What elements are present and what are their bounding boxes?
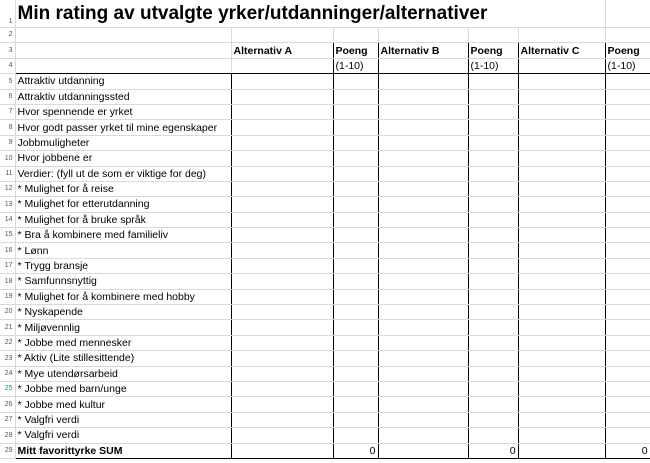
alternative-b-cell[interactable] <box>378 197 468 212</box>
criterion-label[interactable]: * Mulighet for etterutdanning <box>15 197 231 212</box>
poeng-a-cell[interactable] <box>333 258 378 273</box>
poeng-c-cell[interactable] <box>605 397 650 412</box>
alternative-a-cell[interactable] <box>231 366 333 381</box>
cell[interactable] <box>333 28 378 43</box>
alternative-c-cell[interactable] <box>518 289 605 304</box>
alternative-c-header[interactable]: Alternativ C <box>518 43 605 58</box>
poeng-a-cell[interactable] <box>333 412 378 427</box>
poeng-b-cell[interactable] <box>468 258 518 273</box>
row-header[interactable]: 19 <box>0 289 15 304</box>
criterion-label[interactable]: * Mulighet for å kombinere med hobby <box>15 289 231 304</box>
alternative-a-sum-cell[interactable] <box>231 443 333 458</box>
alternative-b-cell[interactable] <box>378 305 468 320</box>
alternative-b-cell[interactable] <box>378 335 468 350</box>
poeng-b-cell[interactable] <box>468 89 518 104</box>
alternative-c-cell[interactable] <box>518 428 605 443</box>
poeng-a-cell[interactable] <box>333 228 378 243</box>
poeng-a-cell[interactable] <box>333 397 378 412</box>
criterion-row <box>0 289 650 304</box>
poeng-c-cell[interactable] <box>605 89 650 104</box>
alternative-b-header[interactable]: Alternativ B <box>378 43 468 58</box>
criterion-label[interactable]: * Samfunnsnyttig <box>15 274 231 289</box>
alternative-a-cell[interactable] <box>231 166 333 181</box>
cell[interactable] <box>518 28 605 43</box>
alternative-c-cell[interactable] <box>518 243 605 258</box>
row-header[interactable]: 22 <box>0 335 15 350</box>
row-header[interactable]: 26 <box>0 397 15 412</box>
alternative-a-cell[interactable] <box>231 258 333 273</box>
poeng-b-cell[interactable] <box>468 351 518 366</box>
row-header[interactable]: 8 <box>0 120 15 135</box>
row-header[interactable]: 6 <box>0 89 15 104</box>
criterion-label[interactable]: * Valgfri verdi <box>15 412 231 427</box>
criterion-row <box>0 228 650 243</box>
poeng-a-cell[interactable] <box>333 89 378 104</box>
alternative-c-cell[interactable] <box>518 228 605 243</box>
title-row <box>0 0 650 28</box>
alternative-a-cell[interactable] <box>231 135 333 150</box>
alternative-a-cell[interactable] <box>231 335 333 350</box>
alternative-a-cell[interactable] <box>231 197 333 212</box>
poeng-c-cell[interactable] <box>605 212 650 227</box>
alternative-b-cell[interactable] <box>378 258 468 273</box>
criterion-label[interactable]: Attraktiv utdanning <box>15 74 231 89</box>
cell[interactable] <box>15 28 231 43</box>
criterion-row <box>0 320 650 335</box>
criterion-label[interactable]: Verdier: (fyll ut de som er viktige for deg) <box>15 166 231 181</box>
criterion-label[interactable]: Jobbmuligheter <box>15 135 231 150</box>
row-header[interactable]: 18 <box>0 274 15 289</box>
alternative-b-cell[interactable] <box>378 428 468 443</box>
alternative-c-cell[interactable] <box>518 258 605 273</box>
criterion-row <box>0 104 650 119</box>
alternative-b-cell[interactable] <box>378 320 468 335</box>
row-header[interactable]: 14 <box>0 212 15 227</box>
poeng-c-cell[interactable] <box>605 104 650 119</box>
alternative-a-cell[interactable] <box>231 428 333 443</box>
row-header[interactable]: 1 <box>0 0 15 28</box>
poeng-c-cell[interactable] <box>605 320 650 335</box>
criterion-label[interactable]: * Trygg bransje <box>15 258 231 273</box>
alternative-c-cell[interactable] <box>518 366 605 381</box>
poeng-c-cell[interactable] <box>605 335 650 350</box>
criterion-row <box>0 151 650 166</box>
cell[interactable] <box>605 0 650 28</box>
poeng-a-cell[interactable] <box>333 366 378 381</box>
cell[interactable] <box>468 28 518 43</box>
row-header[interactable]: 11 <box>0 166 15 181</box>
row-header[interactable]: 13 <box>0 197 15 212</box>
criterion-label[interactable]: * Valgfri verdi <box>15 428 231 443</box>
cell[interactable] <box>518 0 605 28</box>
sum-row <box>0 443 650 458</box>
row-header[interactable]: 24 <box>0 366 15 381</box>
alternative-c-cell[interactable] <box>518 351 605 366</box>
poeng-b-cell[interactable] <box>468 212 518 227</box>
poeng-c-cell[interactable] <box>605 274 650 289</box>
alternative-b-cell[interactable] <box>378 89 468 104</box>
alternative-c-cell[interactable] <box>518 212 605 227</box>
scale-row <box>0 58 650 73</box>
header-row <box>0 43 650 58</box>
poeng-b-cell[interactable] <box>468 397 518 412</box>
poeng-b-cell[interactable] <box>468 289 518 304</box>
spacer-row <box>0 28 650 43</box>
poeng-c-cell[interactable] <box>605 381 650 396</box>
poeng-b-cell[interactable] <box>468 74 518 89</box>
row-header[interactable]: 27 <box>0 412 15 427</box>
alternative-b-cell[interactable] <box>378 274 468 289</box>
alternative-b-cell[interactable] <box>378 397 468 412</box>
alternative-c-cell[interactable] <box>518 412 605 427</box>
poeng-c-cell[interactable] <box>605 428 650 443</box>
criterion-row <box>0 305 650 320</box>
poeng-c-cell[interactable] <box>605 305 650 320</box>
sum-label[interactable]: Mitt favorittyrke SUM <box>15 443 231 458</box>
alternative-c-cell[interactable] <box>518 305 605 320</box>
poeng-b-cell[interactable] <box>468 181 518 196</box>
row-header[interactable]: 5 <box>0 74 15 89</box>
criterion-row <box>0 74 650 89</box>
alternative-c-cell[interactable] <box>518 181 605 196</box>
criterion-row <box>0 381 650 396</box>
row-header[interactable]: 16 <box>0 243 15 258</box>
poeng-b-cell[interactable] <box>468 120 518 135</box>
cell[interactable] <box>231 28 333 43</box>
criterion-row <box>0 274 650 289</box>
poeng-c-cell[interactable] <box>605 181 650 196</box>
poeng-a-cell[interactable] <box>333 135 378 150</box>
row-header[interactable]: 17 <box>0 258 15 273</box>
criterion-row <box>0 412 650 427</box>
sum-b-value[interactable]: 0 <box>468 443 518 458</box>
poeng-b-cell[interactable] <box>468 335 518 350</box>
poeng-c-cell[interactable] <box>605 228 650 243</box>
alternative-a-cell[interactable] <box>231 274 333 289</box>
cell[interactable] <box>378 58 468 73</box>
row-header[interactable]: 21 <box>0 320 15 335</box>
criterion-row <box>0 166 650 181</box>
criterion-row <box>0 428 650 443</box>
alternative-c-cell[interactable] <box>518 381 605 396</box>
poeng-b-cell[interactable] <box>468 366 518 381</box>
alternative-c-cell[interactable] <box>518 89 605 104</box>
poeng-a-cell[interactable] <box>333 74 378 89</box>
poeng-c-cell[interactable] <box>605 166 650 181</box>
row-header[interactable]: 15 <box>0 228 15 243</box>
cell[interactable] <box>231 58 333 73</box>
poeng-c-cell[interactable] <box>605 258 650 273</box>
alternative-b-cell[interactable] <box>378 289 468 304</box>
alternative-c-cell[interactable] <box>518 320 605 335</box>
criterion-label[interactable]: * Mulighet for å bruke språk <box>15 212 231 227</box>
cell[interactable] <box>15 43 231 58</box>
alternative-c-cell[interactable] <box>518 74 605 89</box>
alternative-a-cell[interactable] <box>231 320 333 335</box>
poeng-a-cell[interactable] <box>333 335 378 350</box>
alternative-a-header[interactable]: Alternativ A <box>231 43 333 58</box>
row-header[interactable]: 23 <box>0 351 15 366</box>
poeng-a-cell[interactable] <box>333 212 378 227</box>
alternative-a-cell[interactable] <box>231 351 333 366</box>
criterion-label[interactable]: * Miljøvennlig <box>15 320 231 335</box>
alternative-b-cell[interactable] <box>378 351 468 366</box>
alternative-c-sum-cell[interactable] <box>518 443 605 458</box>
poeng-a-cell[interactable] <box>333 104 378 119</box>
poeng-c-cell[interactable] <box>605 412 650 427</box>
poeng-c-scale[interactable]: (1-10) <box>605 58 650 73</box>
criterion-row <box>0 258 650 273</box>
alternative-c-cell[interactable] <box>518 197 605 212</box>
poeng-c-cell[interactable] <box>605 151 650 166</box>
alternative-c-cell[interactable] <box>518 135 605 150</box>
alternative-b-cell[interactable] <box>378 412 468 427</box>
criterion-label[interactable]: * Lønn <box>15 243 231 258</box>
criterion-row <box>0 89 650 104</box>
alternative-c-cell[interactable] <box>518 335 605 350</box>
criterion-row <box>0 197 650 212</box>
alternative-a-cell[interactable] <box>231 120 333 135</box>
alternative-a-cell[interactable] <box>231 412 333 427</box>
alternative-b-cell[interactable] <box>378 212 468 227</box>
poeng-b-header[interactable]: Poeng <box>468 43 518 58</box>
alternative-b-cell[interactable] <box>378 228 468 243</box>
poeng-b-cell[interactable] <box>468 243 518 258</box>
alternative-a-cell[interactable] <box>231 228 333 243</box>
poeng-a-cell[interactable] <box>333 320 378 335</box>
poeng-a-cell[interactable] <box>333 305 378 320</box>
poeng-a-cell[interactable] <box>333 120 378 135</box>
row-header[interactable]: 20 <box>0 305 15 320</box>
poeng-a-cell[interactable] <box>333 166 378 181</box>
alternative-b-cell[interactable] <box>378 166 468 181</box>
alternative-b-sum-cell[interactable] <box>378 443 468 458</box>
alternative-a-cell[interactable] <box>231 243 333 258</box>
criterion-row <box>0 120 650 135</box>
criterion-label[interactable]: Hvor jobbene er <box>15 151 231 166</box>
alternative-c-cell[interactable] <box>518 104 605 119</box>
poeng-a-cell[interactable] <box>333 289 378 304</box>
alternative-b-cell[interactable] <box>378 181 468 196</box>
alternative-a-cell[interactable] <box>231 151 333 166</box>
criterion-row <box>0 397 650 412</box>
alternative-b-cell[interactable] <box>378 120 468 135</box>
alternative-a-cell[interactable] <box>231 289 333 304</box>
poeng-a-header[interactable]: Poeng <box>333 43 378 58</box>
cell[interactable] <box>518 58 605 73</box>
poeng-a-cell[interactable] <box>333 274 378 289</box>
criterion-label[interactable]: * Jobbe med mennesker <box>15 335 231 350</box>
criterion-label[interactable]: * Jobbe med kultur <box>15 397 231 412</box>
alternative-b-cell[interactable] <box>378 366 468 381</box>
alternative-c-cell[interactable] <box>518 151 605 166</box>
alternative-c-cell[interactable] <box>518 120 605 135</box>
poeng-b-cell[interactable] <box>468 320 518 335</box>
poeng-b-cell[interactable] <box>468 135 518 150</box>
criterion-label[interactable]: Attraktiv utdanningssted <box>15 89 231 104</box>
criterion-row <box>0 212 650 227</box>
criterion-label[interactable]: * Jobbe med barn/unge <box>15 381 231 396</box>
poeng-b-cell[interactable] <box>468 274 518 289</box>
alternative-c-cell[interactable] <box>518 166 605 181</box>
poeng-b-cell[interactable] <box>468 151 518 166</box>
poeng-a-scale[interactable]: (1-10) <box>333 58 378 73</box>
poeng-b-cell[interactable] <box>468 305 518 320</box>
row-header[interactable]: 9 <box>0 135 15 150</box>
poeng-c-cell[interactable] <box>605 289 650 304</box>
cell[interactable] <box>605 28 650 43</box>
poeng-c-cell[interactable] <box>605 120 650 135</box>
poeng-c-cell[interactable] <box>605 135 650 150</box>
criterion-label[interactable]: * Mulighet for å reise <box>15 181 231 196</box>
alternative-b-cell[interactable] <box>378 74 468 89</box>
poeng-a-cell[interactable] <box>333 151 378 166</box>
criterion-label[interactable]: * Aktiv (Lite stillesittende) <box>15 351 231 366</box>
row-header[interactable]: 10 <box>0 151 15 166</box>
alternative-b-cell[interactable] <box>378 381 468 396</box>
criterion-label[interactable]: Hvor godt passer yrket til mine egenskaper <box>15 120 231 135</box>
cell[interactable] <box>15 58 231 73</box>
poeng-b-cell[interactable] <box>468 428 518 443</box>
alternative-a-cell[interactable] <box>231 74 333 89</box>
row-header[interactable]: 3 <box>0 43 15 58</box>
alternative-a-cell[interactable] <box>231 381 333 396</box>
poeng-a-cell[interactable] <box>333 243 378 258</box>
alternative-a-cell[interactable] <box>231 181 333 196</box>
alternative-b-cell[interactable] <box>378 104 468 119</box>
poeng-a-cell[interactable] <box>333 197 378 212</box>
alternative-a-cell[interactable] <box>231 212 333 227</box>
poeng-b-cell[interactable] <box>468 104 518 119</box>
poeng-b-cell[interactable] <box>468 166 518 181</box>
sum-a-value[interactable]: 0 <box>333 443 378 458</box>
alternative-a-cell[interactable] <box>231 397 333 412</box>
criterion-row <box>0 366 650 381</box>
poeng-a-cell[interactable] <box>333 351 378 366</box>
criterion-label[interactable]: * Mye utendørsarbeid <box>15 366 231 381</box>
poeng-a-cell[interactable] <box>333 428 378 443</box>
criterion-label[interactable]: * Nyskapende <box>15 305 231 320</box>
poeng-a-cell[interactable] <box>333 181 378 196</box>
poeng-a-cell[interactable] <box>333 381 378 396</box>
poeng-c-cell[interactable] <box>605 243 650 258</box>
poeng-b-cell[interactable] <box>468 228 518 243</box>
poeng-b-cell[interactable] <box>468 412 518 427</box>
alternative-c-cell[interactable] <box>518 274 605 289</box>
poeng-c-header[interactable]: Poeng <box>605 43 650 58</box>
row-header[interactable]: 7 <box>0 104 15 119</box>
row-header[interactable]: 4 <box>0 58 15 73</box>
poeng-c-cell[interactable] <box>605 74 650 89</box>
criterion-row <box>0 243 650 258</box>
alternative-a-cell[interactable] <box>231 104 333 119</box>
criterion-row <box>0 135 650 150</box>
poeng-b-cell[interactable] <box>468 197 518 212</box>
row-header[interactable]: 25 <box>0 381 15 396</box>
alternative-a-cell[interactable] <box>231 305 333 320</box>
cell[interactable] <box>378 28 468 43</box>
criterion-row <box>0 351 650 366</box>
poeng-c-cell[interactable] <box>605 197 650 212</box>
sheet-title[interactable]: Min rating av utvalgte yrker/utdanninger/alternativer <box>15 0 518 28</box>
alternative-b-cell[interactable] <box>378 151 468 166</box>
alternative-b-cell[interactable] <box>378 135 468 150</box>
criterion-label[interactable]: Hvor spennende er yrket <box>15 104 231 119</box>
row-header[interactable]: 12 <box>0 181 15 196</box>
criterion-row <box>0 181 650 196</box>
poeng-c-cell[interactable] <box>605 366 650 381</box>
row-header[interactable]: 2 <box>0 28 15 43</box>
alternative-c-cell[interactable] <box>518 397 605 412</box>
row-header[interactable]: 29 <box>0 443 15 458</box>
row-header[interactable]: 28 <box>0 428 15 443</box>
criterion-label[interactable]: * Bra å kombinere med familieliv <box>15 228 231 243</box>
criterion-row <box>0 335 650 350</box>
alternative-a-cell[interactable] <box>231 89 333 104</box>
sum-c-value[interactable]: 0 <box>605 443 650 458</box>
poeng-c-cell[interactable] <box>605 351 650 366</box>
poeng-b-cell[interactable] <box>468 381 518 396</box>
alternative-b-cell[interactable] <box>378 243 468 258</box>
poeng-b-scale[interactable]: (1-10) <box>468 58 518 73</box>
